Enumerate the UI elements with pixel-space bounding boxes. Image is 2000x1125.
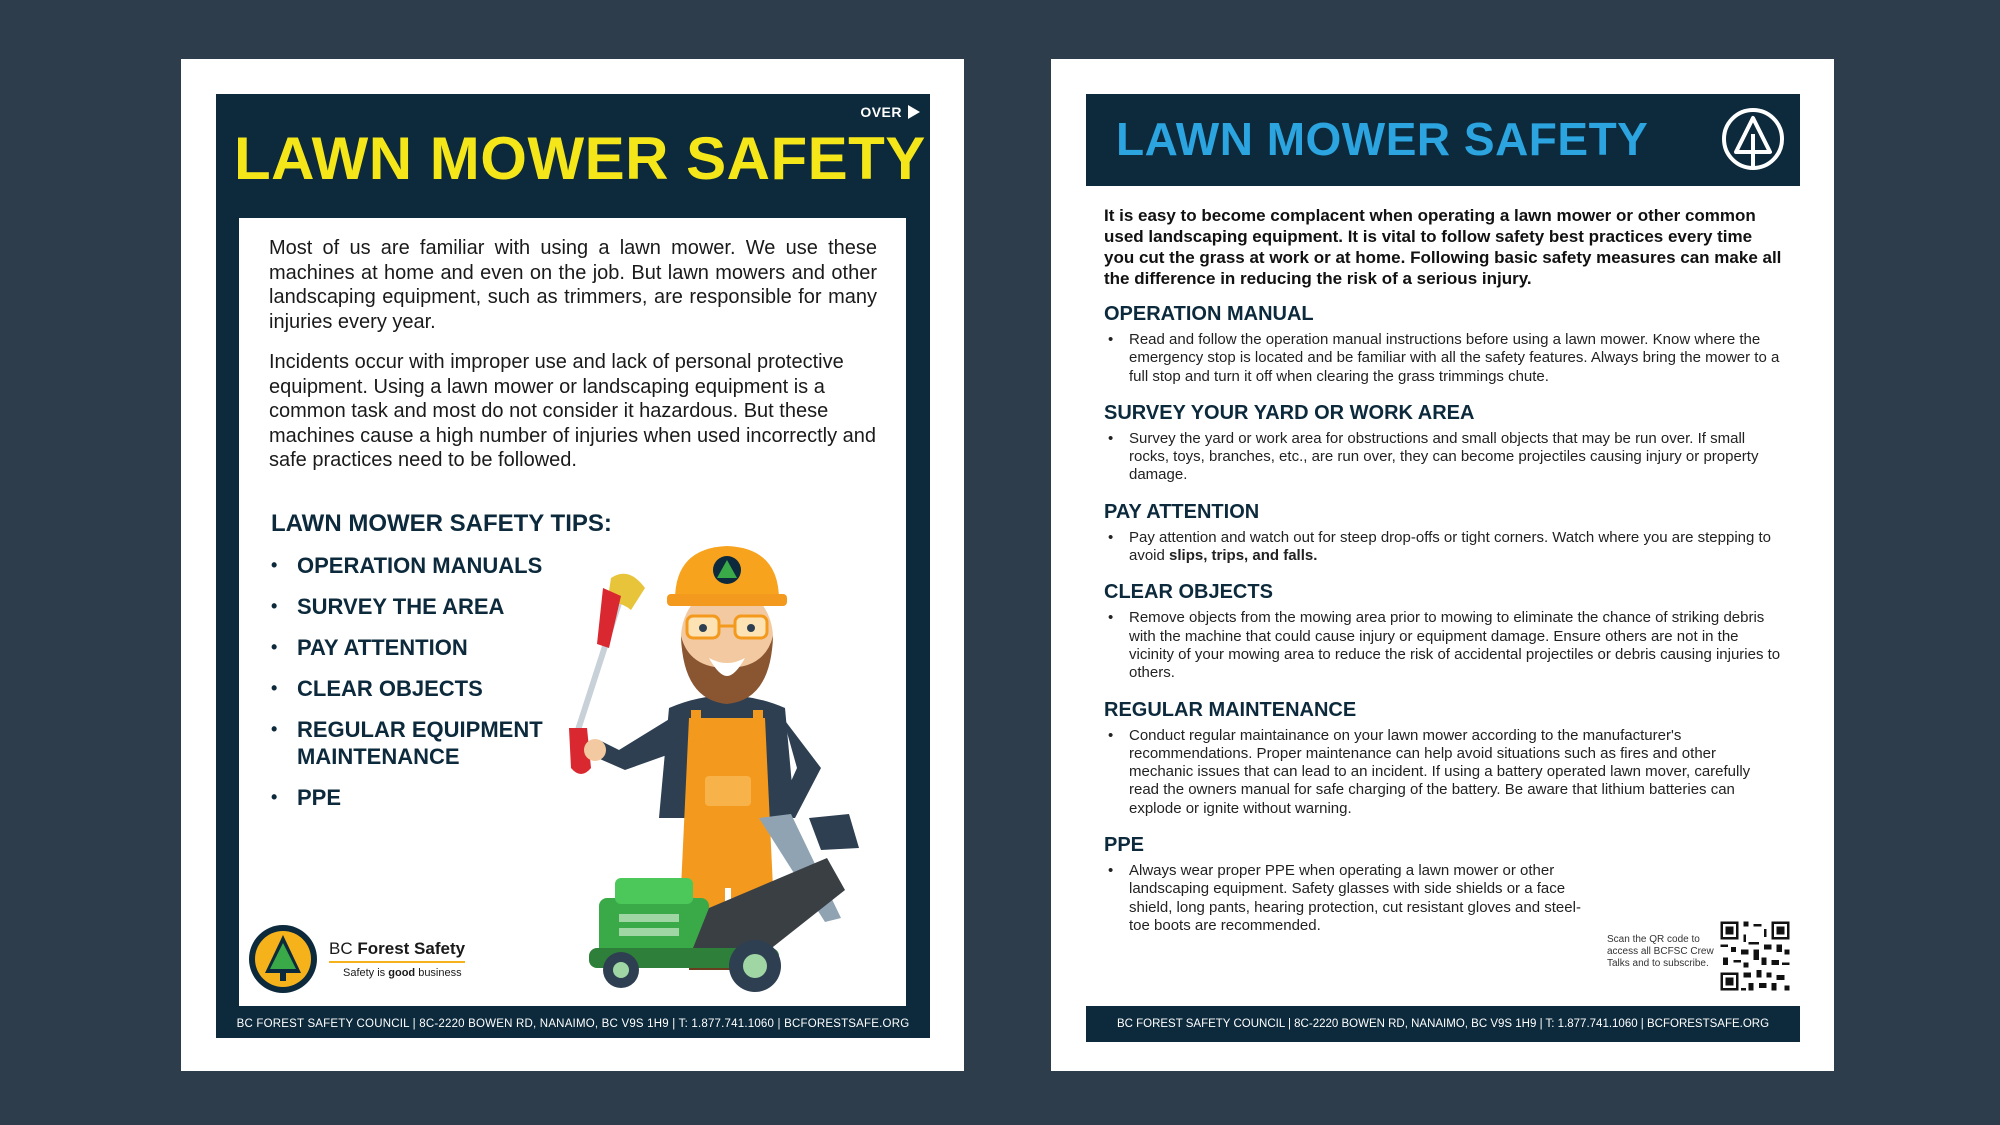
poster-page-back	[1051, 59, 1834, 1071]
page-title: LAWN MOWER SAFETY	[234, 125, 926, 192]
section-pay-attention	[1104, 501, 1784, 566]
tip-item: • SURVEY THE AREA	[269, 593, 609, 620]
section-operation-manual	[1104, 303, 1784, 386]
section-text: • Survey the yard or work area for obstructions and small objects that may be run over. If small rocks, toys, branches, etc., are run over, they can become projectiles causing injury or property damage.	[1104, 430, 1784, 485]
section-heading: OPERATION MANUAL	[1104, 303, 1314, 325]
tree-emblem-icon	[247, 923, 319, 995]
worker-with-mower-illustration	[559, 518, 899, 1004]
section-text-main: Pay attention and watch out for steep drop-offs or tight corners. Watch where you are stepping to avoid	[1129, 528, 1772, 565]
section-heading: REGULAR MAINTENANCE	[1104, 698, 1357, 721]
poster-page-front	[181, 59, 964, 1071]
page-title: LAWN MOWER SAFETY	[1116, 113, 1649, 165]
tip-item: • PPE	[269, 784, 609, 811]
tip-item: • REGULAR EQUIPMENT MAINTENANCE	[269, 716, 609, 770]
section-text-bold: slips, trips, and falls.	[1169, 547, 1318, 565]
contact-footer: BC FOREST SAFETY COUNCIL | 8C-2220 BOWEN RD, NANAIMO, BC V9S 1H9 | T: 1.877.741.1060 | BCFORESTSAFE.ORG	[1086, 1006, 1800, 1042]
over-label: OVER	[860, 104, 902, 120]
poster-frame	[216, 94, 930, 1038]
tagline-post: business	[415, 967, 462, 979]
logo-tagline	[343, 967, 465, 979]
logo-text	[329, 939, 465, 979]
tip-item: • PAY ATTENTION	[269, 634, 609, 661]
section-heading: CLEAR OBJECTS	[1104, 581, 1273, 604]
logo-brand-bold: Forest Safety	[357, 939, 466, 958]
content-panel	[239, 218, 906, 1006]
tips-list	[269, 552, 609, 825]
tagline-pre: Safety is	[343, 967, 389, 979]
section-survey-area	[1104, 402, 1784, 485]
page-header	[1086, 94, 1800, 186]
section-text: • Remove objects from the mowing area prior to mowing to eliminate the chance of striking debris with the machine that could cause injury or equipment damage. Ensure others are not in the vicinity of your mowing area to reduce the risk of accidental projectiles or debris causing injuries to others.	[1104, 609, 1784, 682]
logo-brand-prefix: BC	[329, 939, 353, 958]
intro-text: It is easy to become complacent when operating a lawn mower or other common used landscaping equipment. It is vital to follow safety best practices every time you cut the grass at work or at home. Following basic safety measures can make all the difference in reducing the risk of a serious injury.	[1104, 206, 1782, 288]
bc-forest-safety-logo	[247, 923, 465, 995]
tips-heading: LAWN MOWER SAFETY TIPS:	[271, 510, 612, 537]
intro-paragraph-1: Most of us are familiar with using a lawn mower. We use these machines at home and even on the job. But lawn mowers and other landscaping equipment, such as trimmers, are responsible for many injuries every year.	[269, 237, 877, 333]
safety-sections	[1104, 303, 1784, 951]
tree-emblem-icon	[1720, 106, 1786, 172]
section-ppe	[1104, 834, 1784, 935]
section-regular-maintenance	[1104, 699, 1784, 818]
section-heading: PAY ATTENTION	[1104, 500, 1260, 523]
section-text: • Read and follow the operation manual instructions before using a lawn mower. Know where the emergency stop is located and be familiar with all the safety features. Always bring the mower to a full stop and turn it off when clearing the grass trimmings chute.	[1104, 331, 1784, 386]
over-indicator	[860, 104, 920, 120]
contact-footer: BC FOREST SAFETY COUNCIL | 8C-2220 BOWEN RD, NANAIMO, BC V9S 1H9 | T: 1.877.741.1060 | BCFORESTSAFE.ORG	[236, 1018, 910, 1030]
section-clear-objects	[1104, 581, 1784, 682]
tip-item: • CLEAR OBJECTS	[269, 675, 609, 702]
logo-brand	[329, 939, 465, 963]
section-text: • Conduct regular maintainance on your lawn mower according to the manufacturer's recommendations. Proper maintenance can help avoid situations such as fires and other mechanic issues that can lead to an incident. If using a battery operated lawn mover, carefully read the owners manual for safe charging of the battery. Be aware that lithium batteries can explode or ignite without warning.	[1104, 727, 1784, 818]
play-arrow-icon	[908, 105, 920, 119]
qr-code-icon[interactable]	[1718, 919, 1792, 993]
tagline-bold: good	[388, 967, 416, 979]
intro-paragraph-2: Incidents occur with improper use and lack of personal protective equipment. Using a lawn mower or landscaping equipment is a common task and most do not consider it hazardous. But these machines cause a high number of injuries when used incorrectly and safe practices need to be followed.	[269, 351, 877, 471]
section-text: • Always wear proper PPE when operating a lawn mower or other landscaping equipment. Safety glasses with side shields or a face shield, long pants, hearing protection, cut resistant gloves and steel-toe boots are recommended.	[1104, 862, 1599, 935]
tip-item: • OPERATION MANUALS	[269, 552, 609, 579]
section-heading: SURVEY YOUR YARD OR WORK AREA	[1104, 401, 1475, 424]
section-text	[1104, 529, 1784, 566]
section-heading: PPE	[1104, 834, 1145, 857]
intro-text	[269, 236, 877, 489]
qr-caption: Scan the QR code to access all BCFSC Crew Talks and to subscribe.	[1607, 934, 1714, 969]
